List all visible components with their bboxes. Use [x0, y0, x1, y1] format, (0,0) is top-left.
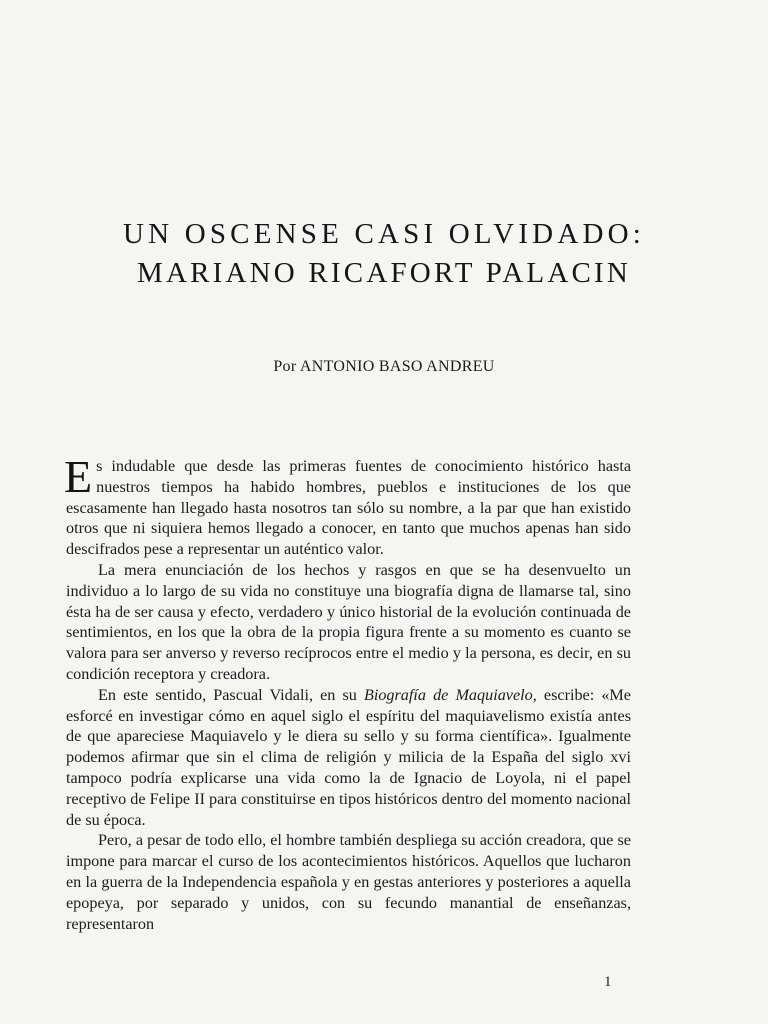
book-title: Biografía de Maquiavelo: [363, 685, 533, 704]
paragraph-3: [66, 685, 631, 831]
page-number: 1: [604, 974, 612, 990]
article-title-line-2: MARIANO RICAFORT PALACIN: [136, 257, 631, 289]
article-body: [64, 451, 631, 934]
drop-cap: E: [64, 451, 93, 502]
paragraph-1: [64, 451, 631, 560]
paragraph-1-text: s indudable que desde las primeras fuentes de conocimiento histórico hasta nuestros tiempos ha habido hombres, pueblos e instituciones de los que escasamente han llegado hasta nosotros tan sólo su nombre, a la par que han existido otros que ni siquiera hemos llegado a conocer, en tanto que muchos apenas han sido descifrados pese a representar un auténtico valor.: [66, 457, 631, 559]
paragraph-2: La mera enunciación de los hechos y rasgos en que se ha desenvuelto un individuo a lo largo de su vida no constituye una biografía digna de llamarse tal, sino ésta ha de ser causa y efecto, verdadero y único historial de la evolución continuada de sentimientos, en los que la obra de la propia figura frente a su momento es cuanto se valora para ser anverso y reverso recíprocos entre el medio y la persona, es decir, en su condición receptora y creadora.: [66, 560, 631, 683]
paragraph-3-text-a: En este sentido, Pascual Vidali, en su: [98, 685, 364, 704]
author-byline: Por ANTONIO BASO ANDREU: [273, 358, 495, 375]
article-title-line-1: UN OSCENSE CASI OLVIDADO:: [122, 218, 646, 250]
paragraph-4: Pero, a pesar de todo ello, el hombre también despliega su acción creadora, que se impone para marcar el curso de los acontecimientos históricos. Aquellos que lucharon en la guerra de la Independencia española y en gestas anteriores y posteriores a aquella epopeya, por separado y unidos, con su fecundo manantial de enseñanzas, representaron: [66, 831, 631, 933]
paragraph-3-text-b: , escribe: «Me esforcé en investigar cómo en aquel siglo el espíritu del maquiavelismo existía antes de que apareciese Maquiavelo y le diera su sello y su forma científica». Igualmente podemos afirmar que sin el clima de religión y milicia de la España del siglo xvi tampoco podría explicarse una vida como la de Ignacio de Loyola, ni el papel receptivo de Felipe II para constituirse en tipos históricos dentro del momento nacional de su época.: [66, 685, 631, 829]
